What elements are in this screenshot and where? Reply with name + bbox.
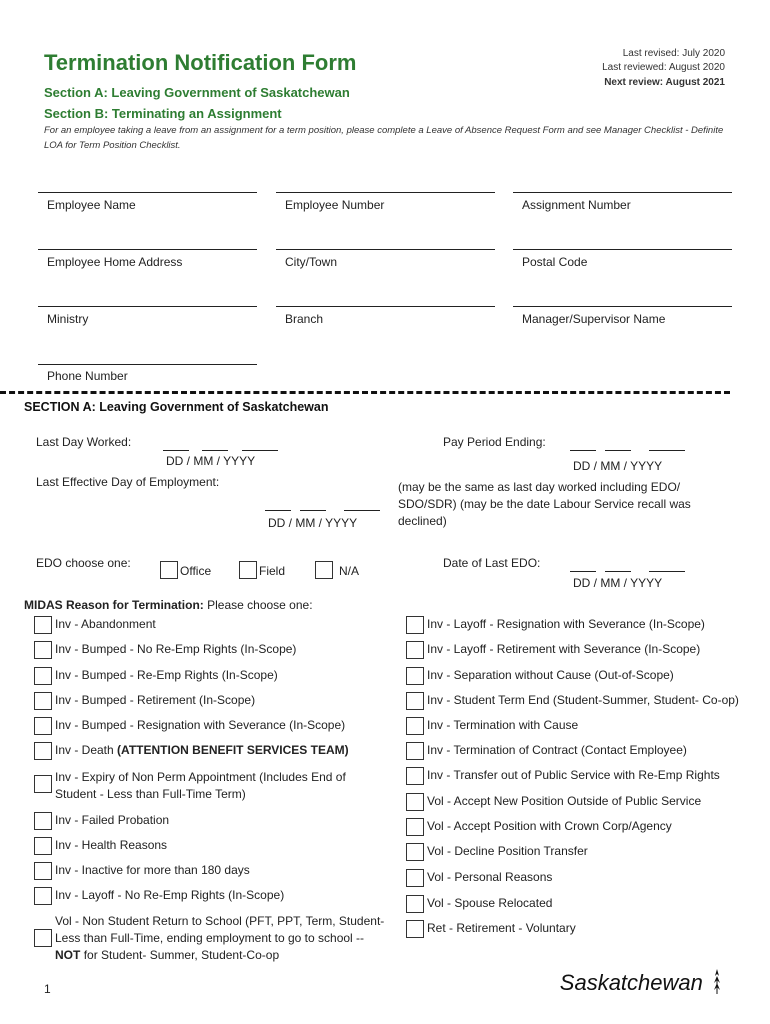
reason-checkbox[interactable] [406, 616, 424, 634]
form-title: Termination Notification Form [44, 50, 357, 75]
edo-choose-label: EDO choose one: [36, 556, 131, 570]
reason-label: Inv - Termination of Contract (Contact Employee) [427, 743, 687, 757]
city-label: City/Town [285, 255, 338, 269]
reason-checkbox[interactable] [34, 837, 52, 855]
reason-label: Inv - Bumped - No Re-Emp Rights (In-Scope) [55, 642, 297, 656]
ministry-line[interactable] [38, 306, 257, 307]
last-reviewed: Last reviewed: August 2020 [602, 62, 725, 73]
employee-number-label: Employee Number [285, 198, 385, 212]
edo-office-checkbox[interactable] [160, 561, 178, 579]
date-last-edo-input[interactable] [570, 559, 685, 577]
reason-label: Vol - Accept Position with Crown Corp/Agency [427, 819, 672, 833]
reason-checkbox[interactable] [406, 895, 424, 913]
reason-label: Inv - Health Reasons [55, 838, 168, 852]
branch-line[interactable] [276, 306, 495, 307]
reason-label: Inv - Abandonment [55, 617, 156, 631]
reason-label: Inv - Layoff - No Re-Emp Rights (In-Scope) [55, 888, 285, 902]
reason-label: Inv - Layoff - Retirement with Severance (In-Scope) [427, 642, 701, 656]
last-effective-day-format: DD / MM / YYYY [268, 516, 358, 530]
employee-name-label: Employee Name [47, 198, 136, 212]
pay-period-ending-input[interactable] [570, 438, 685, 456]
reason-checkbox[interactable] [34, 641, 52, 659]
reason-checkbox[interactable] [406, 818, 424, 836]
reason-label: Vol - Accept New Position Outside of Public Service [427, 794, 702, 808]
phone-number-label: Phone Number [47, 369, 128, 383]
reason-checkbox[interactable] [406, 767, 424, 785]
reason-label: Inv - Termination with Cause [427, 718, 579, 732]
reason-label: Ret - Retirement - Voluntary [427, 921, 576, 935]
edo-na-checkbox[interactable] [315, 561, 333, 579]
edo-office-label: Office [180, 564, 212, 578]
reason-checkbox[interactable] [406, 717, 424, 735]
last-day-worked-label: Last Day Worked: [36, 435, 132, 449]
reason-checkbox[interactable] [34, 742, 52, 760]
reason-checkbox[interactable] [34, 717, 52, 735]
reason-checkbox[interactable] [406, 869, 424, 887]
phone-number-line[interactable] [38, 364, 257, 365]
reason-checkbox[interactable] [34, 887, 52, 905]
reason-checkbox[interactable] [406, 667, 424, 685]
manager-line[interactable] [513, 306, 732, 307]
date-last-edo-format: DD / MM / YYYY [573, 576, 663, 590]
reason-checkbox[interactable] [406, 843, 424, 861]
section-divider [0, 391, 730, 394]
page-number: 1 [44, 982, 51, 996]
reason-checkbox[interactable] [34, 775, 52, 793]
assignment-number-line[interactable] [513, 192, 732, 193]
assignment-number-label: Assignment Number [522, 198, 631, 212]
reason-label: Vol - Spouse Relocated [427, 896, 553, 910]
reason-label: Inv - Separation without Cause (Out-of-Scope) [427, 668, 674, 682]
pay-period-ending-format: DD / MM / YYYY [573, 459, 663, 473]
reason-checkbox[interactable] [406, 742, 424, 760]
home-address-line[interactable] [38, 249, 257, 250]
reason-checkbox[interactable] [34, 692, 52, 710]
reason-checkbox[interactable] [34, 667, 52, 685]
reason-checkbox[interactable] [34, 862, 52, 880]
reason-label: Inv - Bumped - Retirement (In-Scope) [55, 693, 256, 707]
reason-label: Inv - Death (ATTENTION BENEFIT SERVICES TEAM) [55, 743, 349, 757]
saskatchewan-logo [560, 968, 725, 996]
reason-checkbox[interactable] [34, 929, 52, 947]
last-effective-day-input[interactable] [265, 498, 380, 516]
reason-label: Inv - Inactive for more than 180 days [55, 863, 250, 877]
reason-label: Vol - Non Student Return to School (PFT, PPT, Term, Student-Less than Full-Time, ending employment to go to school -- NOT for Student- Summer, Student-Co-op [55, 914, 385, 962]
reason-label: Inv - Bumped - Resignation with Severance (In-Scope) [55, 718, 346, 732]
reason-label: Inv - Bumped - Re-Emp Rights (In-Scope) [55, 668, 278, 682]
reason-label: Inv - Expiry of Non Perm Appointment (Includes End of Student - Less than Full-Time Term) [55, 770, 346, 801]
postal-code-line[interactable] [513, 249, 732, 250]
next-review: Next review: August 2021 [604, 77, 725, 88]
reason-checkbox[interactable] [406, 641, 424, 659]
ministry-label: Ministry [47, 312, 89, 326]
postal-code-label: Postal Code [522, 255, 588, 269]
date-last-edo-label: Date of Last EDO: [443, 556, 541, 570]
section-a-subtitle: Section A: Leaving Government of Saskatchewan [44, 85, 350, 100]
section-b-subtitle: Section B: Terminating an Assignment [44, 106, 282, 121]
reason-checkbox[interactable] [406, 920, 424, 938]
home-address-label: Employee Home Address [47, 255, 183, 269]
reason-checkbox[interactable] [406, 692, 424, 710]
reason-label: Vol - Personal Reasons [427, 870, 553, 884]
saskatchewan-wordmark: Saskatchewan [559, 970, 703, 995]
reason-checkbox[interactable] [34, 616, 52, 634]
midas-reason-heading: MIDAS Reason for Termination: Please choose one: [24, 598, 313, 612]
edo-field-checkbox[interactable] [239, 561, 257, 579]
reason-label: Vol - Decline Position Transfer [427, 844, 588, 858]
manager-label: Manager/Supervisor Name [522, 312, 666, 326]
edo-field-label: Field [259, 564, 286, 578]
employee-number-line[interactable] [276, 192, 495, 193]
last-day-worked-format: DD / MM / YYYY [166, 454, 256, 468]
reason-checkbox[interactable] [34, 812, 52, 830]
pay-period-ending-label: Pay Period Ending: [443, 435, 546, 449]
employee-name-line[interactable] [38, 192, 257, 193]
branch-label: Branch [285, 312, 324, 326]
city-line[interactable] [276, 249, 495, 250]
edo-na-label: N/A [339, 564, 360, 578]
reason-checkbox[interactable] [406, 793, 424, 811]
wheat-icon [709, 968, 725, 994]
section-a-heading: SECTION A: Leaving Government of Saskatchewan [24, 400, 329, 414]
effective-day-note: (may be the same as last day worked including EDO/ SDO/SDR) (may be the date Labour Service recall was declined) [398, 480, 691, 528]
instruction-note: For an employee taking a leave from an assignment for a term position, please complete a Leave of Absence Request Form and see Manager Checklist - Definite LOA for Term Position Checklist. [44, 125, 724, 151]
reason-label: Inv - Student Term End (Student-Summer, Student- Co-op) [427, 693, 739, 707]
last-revised: Last revised: July 2020 [622, 48, 725, 59]
reason-label: Inv - Transfer out of Public Service with Re-Emp Rights [427, 768, 720, 782]
reason-label: Inv - Layoff - Resignation with Severance (In-Scope) [427, 617, 705, 631]
reason-label: Inv - Failed Probation [55, 813, 170, 827]
last-effective-day-label: Last Effective Day of Employment: [36, 475, 220, 489]
